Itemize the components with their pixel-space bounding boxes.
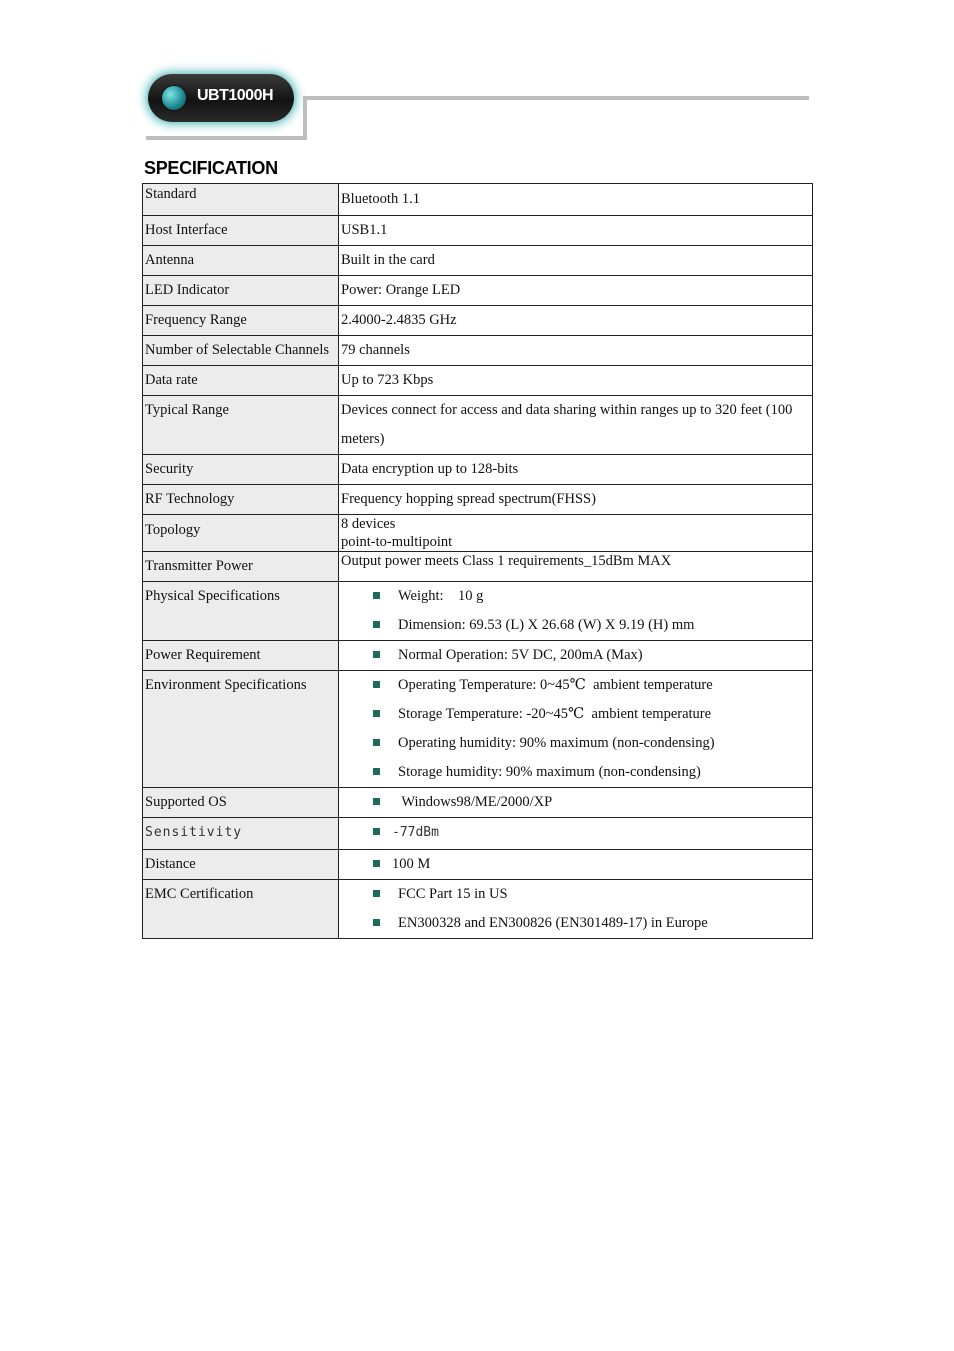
- bullet-square-icon: [373, 651, 380, 658]
- row-label: EMC Certification: [143, 880, 339, 939]
- list-item: [341, 641, 810, 670]
- list-item-text: Operating Temperature: 0~45℃ ambient temperature: [398, 677, 713, 693]
- row-value: Devices connect for access and data sharing within ranges up to 320 feet (100 meters): [339, 396, 813, 455]
- row-value: USB1.1: [339, 216, 813, 246]
- table-row: [143, 788, 813, 818]
- list-item: [341, 729, 810, 758]
- header-rule-vertical: [303, 96, 307, 140]
- row-value: Output power meets Class 1 requirements_15dBm MAX: [339, 552, 813, 582]
- row-label: Sensitivity: [143, 818, 339, 850]
- header-rule-bottom: [146, 136, 307, 140]
- bullet-square-icon: [373, 621, 380, 628]
- list-item: [341, 818, 810, 847]
- badge-orb-icon: [162, 86, 186, 110]
- row-value: [339, 671, 813, 788]
- bullet-list: [341, 788, 810, 817]
- list-item-text: FCC Part 15 in US: [398, 886, 508, 902]
- bullet-square-icon: [373, 768, 380, 775]
- row-value: Frequency hopping spread spectrum(FHSS): [339, 485, 813, 515]
- row-label: Standard: [143, 184, 339, 216]
- table-row: [143, 184, 813, 216]
- table-row: [143, 455, 813, 485]
- list-item: [341, 880, 810, 909]
- table-row: [143, 552, 813, 582]
- list-item: [341, 582, 810, 611]
- badge-text: UBT1000H: [197, 87, 274, 104]
- row-value: [339, 582, 813, 641]
- row-value: [339, 515, 813, 552]
- table-row: [143, 850, 813, 880]
- table-row: [143, 306, 813, 336]
- table-row: [143, 818, 813, 850]
- row-value: [339, 880, 813, 939]
- row-label: Antenna: [143, 246, 339, 276]
- bullet-square-icon: [373, 592, 380, 599]
- bullet-square-icon: [373, 919, 380, 926]
- bullet-square-icon: [373, 860, 380, 867]
- list-item: [341, 850, 810, 879]
- row-value: 79 channels: [339, 336, 813, 366]
- row-label: Security: [143, 455, 339, 485]
- row-label: Topology: [143, 515, 339, 552]
- row-label: Number of Selectable Channels: [143, 336, 339, 366]
- row-label: Typical Range: [143, 396, 339, 455]
- list-item-text: Storage humidity: 90% maximum (non-condensing): [398, 764, 701, 780]
- row-label: Frequency Range: [143, 306, 339, 336]
- list-item-text: Storage Temperature: -20~45℃ ambient temperature: [398, 706, 712, 722]
- row-label: LED Indicator: [143, 276, 339, 306]
- row-label: Data rate: [143, 366, 339, 396]
- list-item-text: 100 M: [392, 856, 431, 872]
- list-item: [341, 788, 810, 817]
- list-item-text: Normal Operation: 5V DC, 200mA (Max): [398, 647, 643, 663]
- list-item-text: Windows98/ME/2000/XP: [398, 794, 553, 810]
- table-row: [143, 246, 813, 276]
- bullet-square-icon: [373, 710, 380, 717]
- bullet-list: [341, 818, 810, 847]
- row-value: [339, 850, 813, 880]
- row-label: Environment Specifications: [143, 671, 339, 788]
- list-item-text: -77dBm: [392, 825, 439, 840]
- spec-table: [142, 183, 813, 939]
- row-value: Data encryption up to 128-bits: [339, 455, 813, 485]
- row-label: Host Interface: [143, 216, 339, 246]
- section-title: SPECIFICATION: [144, 158, 278, 178]
- bullet-list: [341, 641, 810, 670]
- table-row: [143, 485, 813, 515]
- row-value: Built in the card: [339, 246, 813, 276]
- table-row: [143, 336, 813, 366]
- bullet-square-icon: [373, 828, 380, 835]
- list-item: [341, 909, 810, 938]
- row-label: RF Technology: [143, 485, 339, 515]
- topology-line-1: 8 devices: [341, 516, 396, 532]
- bullet-square-icon: [373, 681, 380, 688]
- bullet-list: [341, 671, 810, 787]
- bullet-square-icon: [373, 739, 380, 746]
- bullet-list: [341, 582, 810, 640]
- bullet-list: [341, 850, 810, 879]
- row-value: [339, 641, 813, 671]
- list-item-text: Dimension: 69.53 (L) X 26.68 (W) X 9.19 (H) mm: [398, 617, 695, 633]
- table-row: [143, 641, 813, 671]
- row-label: Transmitter Power: [143, 552, 339, 582]
- list-item-text: EN300328 and EN300826 (EN301489-17) in Europe: [398, 915, 708, 931]
- row-label: Distance: [143, 850, 339, 880]
- bullet-list: [341, 880, 810, 938]
- list-item: [341, 671, 810, 700]
- list-item: [341, 758, 810, 787]
- page-header: [140, 68, 820, 148]
- row-value: Up to 723 Kbps: [339, 366, 813, 396]
- product-badge: [148, 74, 294, 122]
- table-row: [143, 396, 813, 455]
- bullet-square-icon: [373, 890, 380, 897]
- row-label: Supported OS: [143, 788, 339, 818]
- row-value: 2.4000-2.4835 GHz: [339, 306, 813, 336]
- header-rule-horizontal: [303, 96, 809, 100]
- table-row: [143, 582, 813, 641]
- list-item-text: Operating humidity: 90% maximum (non-condensing): [398, 735, 715, 751]
- table-row: [143, 671, 813, 788]
- table-row: [143, 216, 813, 246]
- list-item: [341, 700, 810, 729]
- table-row: [143, 276, 813, 306]
- row-label: Power Requirement: [143, 641, 339, 671]
- row-value: [339, 788, 813, 818]
- row-label: Physical Specifications: [143, 582, 339, 641]
- row-value: Bluetooth 1.1: [339, 184, 813, 216]
- row-value: [339, 818, 813, 850]
- list-item: [341, 611, 810, 640]
- list-item-text: Weight: 10 g: [398, 588, 484, 604]
- bullet-square-icon: [373, 798, 380, 805]
- table-row: [143, 366, 813, 396]
- table-row: [143, 880, 813, 939]
- table-row: [143, 515, 813, 552]
- topology-line-2: point-to-multipoint: [341, 534, 453, 550]
- row-value: Power: Orange LED: [339, 276, 813, 306]
